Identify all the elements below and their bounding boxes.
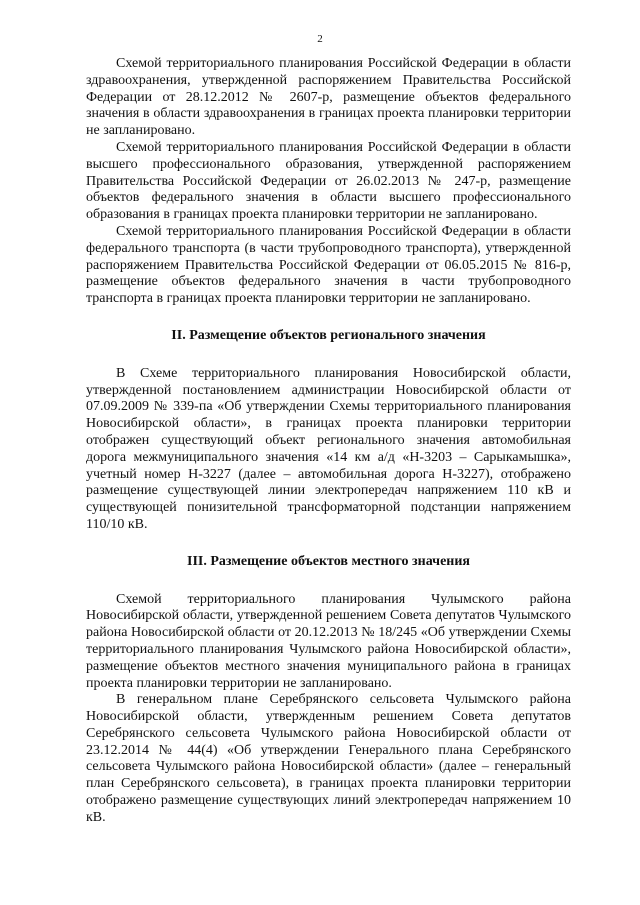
paragraph-federal-education: Схемой территориального планирования Российской Федерации в области высшего профессионального образования, утвержденной распоряжением Правительства Российской Федерации от 26.02.2013 № 247-р, размещение объектов федерального значения в области высшего профессионального образования в границах проекта планировки территории не запланировано. (86, 139, 571, 223)
section-heading-local: III. Размещение объектов местного значения (187, 553, 470, 569)
page-number: 2 (317, 33, 323, 45)
paragraph-regional-objects: В Схеме территориального планирования Новосибирской области, утвержденной постановлением администрации Новосибирской области от 07.09.2009 № 339-па «Об утверждении Схемы территориального планирования Новосибирской области», в границах проекта планировки территории отображен существующий объект регионального значения автомобильная дорога межмуниципального значения «14 км а/д «Н-3203 – Сарыкамышка», учетный номер Н-3227 (далее – автомобильная дорога Н-3227), отображено размещение существующей линии электропередач напряжением 110 кВ и существующей понизительной трансформаторной подстанции напряжением 110/10 кВ. (86, 365, 571, 532)
section-heading-regional: II. Размещение объектов регионального значения (171, 327, 486, 343)
document-body (86, 56, 571, 827)
paragraph-federal-healthcare: Схемой территориального планирования Российской Федерации в области здравоохранения, утвержденной распоряжением Правительства Российской Федерации от 28.12.2012 № 2607-р, размещение объектов федерального значения в области здравоохранения в границах проекта планировки территории не запланировано. (86, 56, 571, 139)
paragraph-local-district: Схемой территориального планирования Чулымского района Новосибирской области, утвержденной решением Совета депутатов Чулымского района Новосибирской области от 20.12.2013 № 18/245 «Об утверждении Схемы территориального планирования Чулымского района Новосибирской области», размещение объектов местного значения муниципального района в границах проекта планировки территории не запланировано. (86, 591, 571, 691)
paragraph-federal-transport: Схемой территориального планирования Российской Федерации в области федерального транспорта (в части трубопроводного транспорта), утвержденной распоряжением Правительства Российской Федерации от 06.05.2015 № 816-р, размещение объектов федерального значения в части трубопроводного транспорта в границах проекта планировки территории не запланировано. (86, 223, 571, 307)
paragraph-local-general-plan: В генеральном плане Серебрянского сельсовета Чулымского района Новосибирской области, утвержденным решением Совета депутатов Серебрянского сельсовета Чулымского района Новосибирской области от 23.12.2014 № 44(4) «Об утверждении Генерального плана Серебрянского сельсовета Чулымского района Новосибирской области» (далее – генеральный план Серебрянского сельсовета), в границах проекта планировки территории отображено размещение существующих линий электропередач напряжением 10 кВ. (86, 692, 571, 825)
